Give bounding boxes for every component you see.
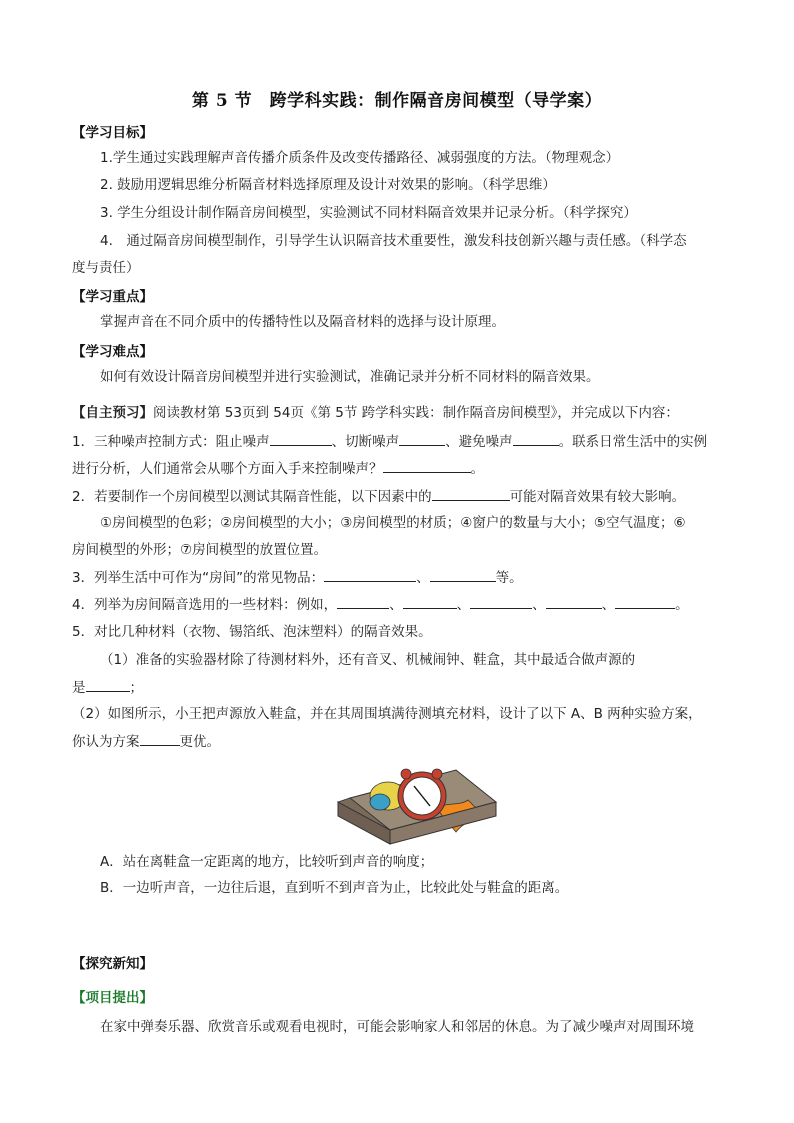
option-b: B．一边听声音，一边往后退，直到听不到声音为止，比较此处与鞋盒的距离。 — [100, 880, 569, 896]
answer-blank[interactable] — [270, 431, 332, 446]
goals-heading: 【学习目标】 — [72, 125, 153, 141]
filling-material — [370, 794, 390, 810]
q5-sub1-line-2: 是 ； — [72, 677, 143, 698]
difficulties-heading: 【学习难点】 — [72, 344, 153, 360]
q3-line: 3．列举生活中可作为“房间”的常见物品： 、 等。 — [72, 567, 523, 588]
preview-intro: 阅读教材第 53页到 54页《第 5节 跨学科实践：制作隔音房间模型》，并完成以下内容： — [153, 405, 679, 421]
answer-blank[interactable] — [383, 458, 471, 473]
answer-blank[interactable] — [403, 594, 457, 609]
q1-line-2: 进行分析，人们通常会从哪个方面入手来控制噪声？ 。 — [72, 458, 484, 479]
answer-blank[interactable] — [140, 731, 180, 746]
goal-item-2: 2. 鼓励用逻辑思维分析隔音材料选择原理及设计对效果的影响。（科学思维） — [100, 177, 556, 193]
answer-blank[interactable] — [399, 431, 445, 446]
goal-item-4: 4. 通过隔音房间模型制作，引导学生认识隔音技术重要性，激发科技创新兴趣与责任感。（科学态 — [100, 233, 687, 249]
q2-options-line-1: ①房间模型的色彩；②房间模型的大小；③房间模型的材质；④窗户的数量与大小；⑤空气温度；⑥ — [100, 515, 686, 531]
q2-options-line-2: 房间模型的外形；⑦房间模型的放置位置。 — [72, 542, 328, 558]
preview-intro-line — [72, 403, 679, 423]
answer-blank[interactable] — [324, 567, 416, 582]
q5-sub1-line-1: （1）准备的实验器材除了待测材料外，还有音叉、机械闹钟、鞋盒，其中最适合做声源的 — [100, 652, 636, 668]
answer-blank[interactable] — [86, 677, 130, 692]
q2-line-1: 2．若要制作一个房间模型以测试其隔音性能，以下因素中的 可能对隔音效果有较大影响。 — [72, 486, 685, 507]
answer-blank[interactable] — [432, 486, 510, 501]
page-title: 第 5 节 跨学科实践：制作隔音房间模型（导学案） — [191, 91, 603, 111]
goal-item-4-cont: 度与责任） — [72, 260, 140, 276]
answer-blank[interactable] — [470, 594, 532, 609]
answer-blank[interactable] — [513, 431, 559, 446]
key-points-text: 掌握声音在不同介质中的传播特性以及隔音材料的选择与设计原理。 — [100, 314, 505, 330]
preview-heading: 【自主预习】 — [72, 405, 153, 421]
q1-line-1: 1．三种噪声控制方式：阻止噪声 、切断噪声 、避免噪声 。联系日常生活中的实例 — [72, 431, 707, 452]
goal-item-1: 1.学生通过实践理解声音传播介质条件及改变传播路径、减弱强度的方法。（物理观念） — [100, 150, 620, 166]
option-a: A．站在离鞋盒一定距离的地方，比较听到声音的响度； — [100, 854, 434, 870]
answer-blank[interactable] — [615, 594, 675, 609]
q4-line: 4．列举为房间隔音选用的一些材料：例如， 、 、 、 、 。 — [72, 594, 689, 615]
key-points-heading: 【学习重点】 — [72, 289, 153, 305]
explore-heading: 【探究新知】 — [72, 956, 153, 972]
q5-sub2-line-1: （2）如图所示，小王把声源放入鞋盒，并在其周围填满待测填充材料，设计了以下 A、B 两种实验方案， — [72, 706, 702, 722]
project-text: 在家中弹奏乐器、欣赏音乐或观看电视时，可能会影响家人和邻居的休息。为了减少噪声对周围环境 — [100, 1019, 694, 1035]
answer-blank[interactable] — [546, 594, 602, 609]
q5-sub2-line-2: 你认为方案 更优。 — [72, 731, 220, 752]
shoebox-clock-figure — [336, 762, 500, 846]
answer-blank[interactable] — [337, 594, 389, 609]
q5-stem: 5．对比几种材料（衣物、锡箔纸、泡沫塑料）的隔音效果。 — [72, 624, 432, 640]
answer-blank[interactable] — [430, 567, 496, 582]
goal-item-3: 3. 学生分组设计制作隔音房间模型，实验测试不同材料隔音效果并记录分析。（科学探究） — [100, 205, 637, 221]
difficulties-text: 如何有效设计隔音房间模型并进行实验测试，准确记录并分析不同材料的隔音效果。 — [100, 369, 600, 385]
project-heading: 【项目提出】 — [72, 990, 153, 1006]
